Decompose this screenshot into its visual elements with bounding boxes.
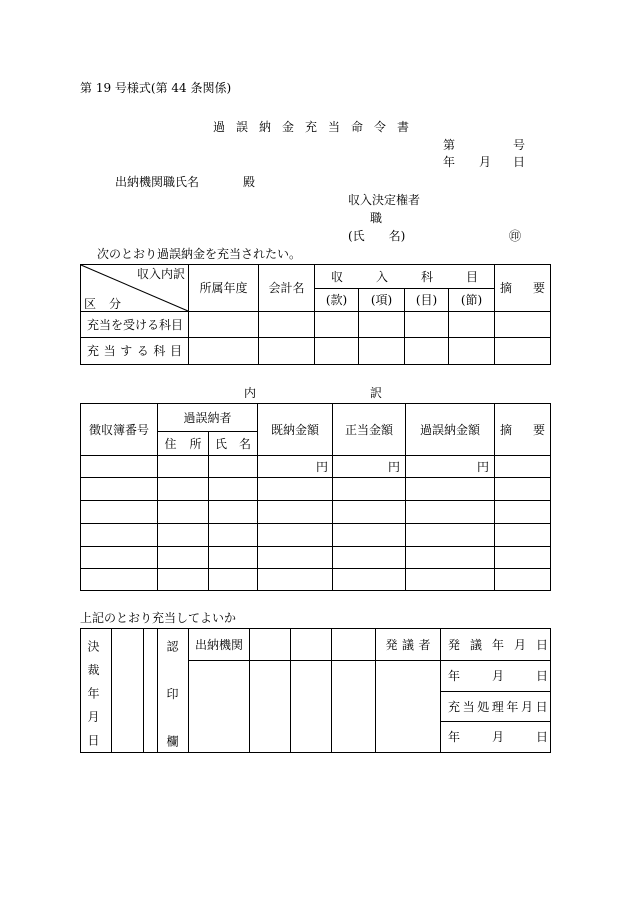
breakdown-row (81, 547, 551, 569)
paid-amount-cell (258, 524, 333, 547)
breakdown-row (81, 569, 551, 591)
name-cell (209, 501, 258, 524)
collection-book-no-label: 徴収簿番号 (88, 422, 149, 437)
approval-question: 上記のとおり充当してよいか (80, 611, 237, 625)
issue-date-day: 日 (513, 155, 526, 169)
account-name-header (259, 265, 315, 312)
breakdown-heading-left: 内 (244, 386, 257, 400)
address-cell (158, 456, 209, 478)
subject-level-kou: (項) (359, 289, 405, 312)
remarks-cell (495, 547, 551, 569)
seal-column-cell (158, 629, 189, 783)
setsu-cell (449, 338, 495, 365)
address-label: 住所 (164, 436, 215, 451)
remarks-cell (495, 338, 551, 365)
breakdown-remarks-header (495, 404, 567, 456)
correct-amount-cell (333, 569, 406, 591)
spacer-column (144, 629, 158, 753)
overpaid-amount-cell (406, 524, 495, 547)
breakdown-header-row (81, 404, 551, 432)
setsu-cell (449, 312, 495, 338)
decision-date-cell (81, 629, 112, 758)
correct-amount-cell (333, 456, 406, 478)
paid-amount-cell (258, 501, 333, 524)
subject-level-kan: (款) (315, 289, 359, 312)
correct-amount-label: 正当金額 (345, 422, 394, 437)
account-name-label: 会計名 (268, 281, 305, 295)
proposer-label: 発議者 (385, 637, 435, 652)
name-cell (209, 547, 258, 569)
name-cell (209, 524, 258, 547)
subject-level-moku: (目) (405, 289, 449, 312)
correct-amount-cell (333, 547, 406, 569)
approval-table (80, 628, 581, 783)
name-label: 氏名 (215, 436, 264, 451)
name-cell (209, 478, 258, 501)
paid-amount-label: 既納金額 (271, 422, 320, 437)
allocation-date-label: 充当処理年月日 (448, 699, 551, 714)
breakdown-row (81, 524, 551, 547)
seal-mark: ㊞ (509, 229, 522, 243)
overpaid-amount-cell (406, 569, 495, 591)
overpaid-amount-label: 過誤納金額 (420, 422, 481, 437)
yen-unit: 円 (388, 459, 401, 474)
reference-number-prefix: 第 (443, 138, 456, 152)
seal-box (332, 661, 376, 753)
subject-level-setsu: (節) (449, 289, 495, 312)
kou-cell (359, 338, 405, 365)
breakdown-table (80, 403, 567, 591)
remarks-cell (495, 569, 551, 591)
kan-cell (315, 338, 359, 365)
reference-number-suffix: 号 (513, 138, 526, 152)
remarks-cell (495, 478, 551, 501)
treasury-label: 出納機関 (195, 637, 244, 652)
account-header-row (81, 265, 551, 289)
breakdown-row (81, 478, 551, 501)
revenue-subject-header (315, 265, 512, 289)
treasury-header (189, 629, 250, 661)
collection-book-no-cell (81, 478, 158, 501)
receiving-subject-label: 充当を受ける科目 (87, 317, 184, 332)
seal-header-blank (250, 629, 291, 661)
account-name-cell (259, 338, 315, 365)
address-cell (158, 524, 209, 547)
collection-book-no-cell (81, 524, 158, 547)
account-table (80, 264, 567, 365)
correct-amount-cell (333, 524, 406, 547)
corner-bottom-label: 区分 (84, 297, 135, 311)
instruction-text: 次のとおり過誤納金を充当されたい。 (97, 247, 302, 261)
issue-date-year: 年 (443, 155, 456, 169)
remarks-cell (495, 312, 551, 338)
breakdown-heading-right: 訳 (370, 386, 383, 400)
fiscal-year-cell (189, 312, 259, 338)
overpaid-amount-header (406, 404, 495, 456)
row-label-cell (81, 312, 189, 338)
kan-cell (315, 312, 359, 338)
row-label-cell (81, 338, 189, 365)
account-name-cell (259, 312, 315, 338)
address-cell (158, 569, 209, 591)
seal-column-label: 認印欄 (165, 640, 179, 783)
overpayer-label: 過誤納者 (183, 410, 232, 425)
address-cell (158, 501, 209, 524)
issuer-position: 職 (370, 211, 383, 225)
receiving-subject-row (81, 312, 551, 338)
collection-book-no-cell (81, 569, 158, 591)
fiscal-year-label: 所属年度 (199, 281, 248, 295)
allocation-date-label-cell (441, 692, 551, 722)
breakdown-row (81, 501, 551, 524)
paid-amount-cell (258, 569, 333, 591)
fiscal-year-cell (189, 338, 259, 365)
remarks-label: 摘要 (500, 281, 567, 295)
seal-box (291, 661, 332, 753)
correct-amount-cell (333, 478, 406, 501)
fiscal-year-header (189, 265, 259, 312)
proposal-date-label-cell (441, 629, 559, 661)
allocating-subject-label: 充当する科目 (87, 344, 187, 358)
seal-box (250, 661, 291, 753)
kou-cell (359, 312, 405, 338)
name-cell (209, 569, 258, 591)
issuer-title: 収入決定権者 (348, 193, 421, 207)
correct-amount-cell (333, 501, 406, 524)
collection-book-no-header (81, 404, 158, 456)
overpaid-amount-cell (406, 547, 495, 569)
remarks-cell (495, 456, 551, 478)
moku-cell (405, 312, 449, 338)
overpaid-amount-cell (406, 456, 495, 478)
corner-header-cell (81, 265, 189, 312)
breakdown-remarks-label: 摘要 (500, 422, 567, 437)
proposer-header (376, 629, 441, 661)
remarks-cell (495, 501, 551, 524)
proposal-date-value-cell (441, 661, 581, 692)
collection-book-no-cell (81, 501, 158, 524)
seal-header-blank (332, 629, 376, 661)
overpayer-header (158, 404, 258, 432)
collection-book-no-cell (81, 456, 158, 478)
paid-amount-cell (258, 547, 333, 569)
treasury-seal-box (189, 661, 250, 753)
name-cell (209, 456, 258, 478)
address-cell (158, 478, 209, 501)
breakdown-row (81, 456, 551, 478)
revenue-subject-label: 収入科目 (331, 269, 512, 284)
allocating-subject-row (81, 338, 551, 365)
collection-book-no-cell (81, 547, 158, 569)
decision-date-label: 決裁年月日 (86, 640, 100, 758)
approval-header-row (81, 629, 551, 661)
seal-header-blank (291, 629, 332, 661)
addressee-honorific: 殿 (243, 175, 256, 189)
paid-amount-cell (258, 456, 333, 478)
allocation-date-value-cell (441, 722, 581, 753)
issuer-name-label: (氏 名) (348, 229, 406, 243)
name-header (209, 432, 264, 456)
allocation-date-placeholder: 年月日 (448, 730, 581, 744)
paid-amount-header (258, 404, 333, 456)
correct-amount-header (333, 404, 406, 456)
proposal-date-placeholder: 年月日 (448, 669, 581, 683)
proposer-seal-box (376, 661, 441, 753)
overpaid-amount-cell (406, 478, 495, 501)
issue-date-month: 月 (479, 155, 492, 169)
remarks-cell (495, 524, 551, 547)
corner-top-label: 収入内訳 (136, 267, 185, 281)
moku-cell (405, 338, 449, 365)
paid-amount-cell (258, 478, 333, 501)
yen-unit: 円 (477, 459, 490, 474)
addressee-label: 出納機関職氏名 (115, 175, 200, 189)
address-cell (158, 547, 209, 569)
decision-date-entry (112, 629, 144, 753)
address-header (158, 432, 215, 456)
overpaid-amount-cell (406, 501, 495, 524)
proposal-date-label: 発議年月日 (448, 637, 559, 652)
yen-unit: 円 (316, 459, 329, 474)
document-title: 過誤納金充当命令書 (213, 120, 421, 134)
form-number: 第 19 号様式(第 44 条関係) (80, 81, 232, 95)
